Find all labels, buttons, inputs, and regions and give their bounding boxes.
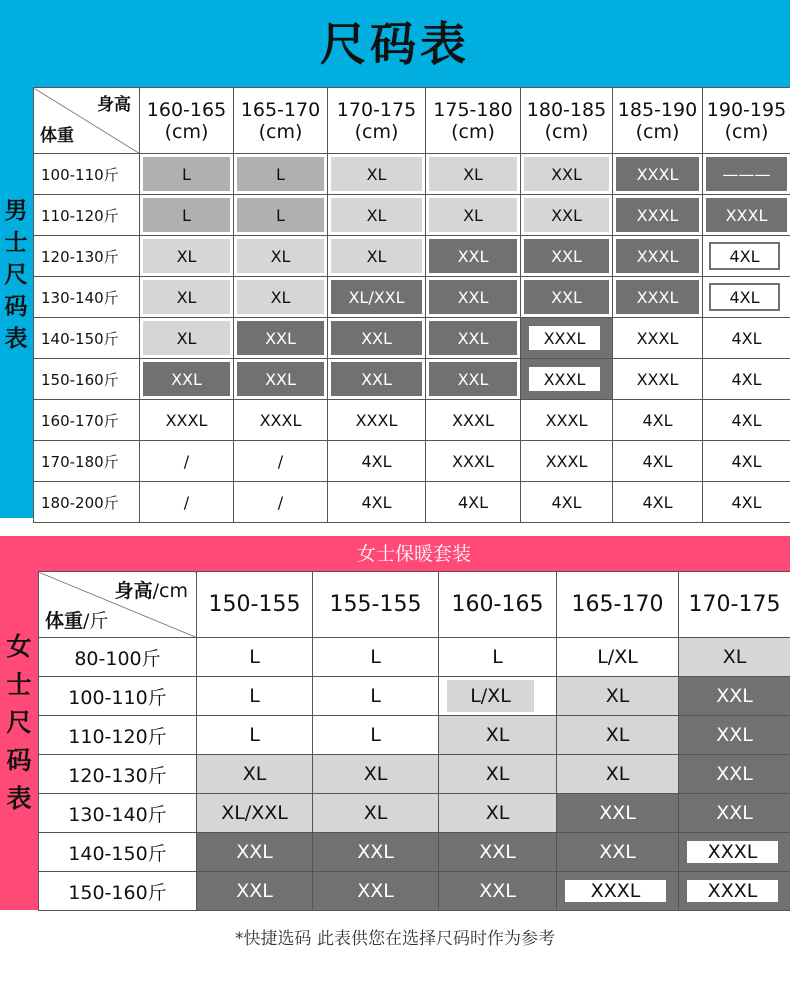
size-value: XXL — [524, 157, 609, 191]
size-value: XXL — [429, 280, 517, 314]
size-cell — [439, 794, 557, 833]
size-value: XXXL — [616, 239, 699, 273]
size-value: XL — [313, 755, 438, 793]
height-header: 165-170 — [557, 572, 679, 638]
size-value: XL — [237, 239, 324, 273]
table-row — [34, 154, 790, 195]
size-value: XL/XXL — [331, 280, 422, 314]
height-range: 165-170 — [240, 98, 321, 121]
size-cell — [613, 482, 703, 523]
size-value: XXL — [143, 362, 230, 396]
size-cell — [557, 638, 679, 677]
height-unit: (cm) — [544, 120, 589, 143]
size-value: XXL — [197, 833, 312, 871]
weight-header: 150-160斤 — [34, 359, 140, 400]
size-cell — [426, 400, 521, 441]
size-cell — [197, 833, 313, 872]
side-label-char: 士 — [4, 230, 28, 256]
size-value: XXL — [313, 872, 438, 910]
size-value: L — [143, 157, 230, 191]
size-cell — [613, 400, 703, 441]
corner-cell — [39, 572, 197, 638]
size-value: XXL — [331, 362, 422, 396]
size-cell — [521, 441, 613, 482]
size-cell — [328, 236, 426, 277]
weight-header: 80-100斤 — [39, 638, 197, 677]
weight-header: 140-150斤 — [34, 318, 140, 359]
size-value: XL — [197, 755, 312, 793]
size-cell — [521, 154, 613, 195]
corner-weight-label — [45, 606, 108, 633]
weight-header: 170-180斤 — [34, 441, 140, 482]
height-header — [703, 88, 790, 154]
side-label-char: 尺 — [4, 262, 28, 288]
size-value: XL — [439, 755, 556, 793]
size-cell — [703, 441, 790, 482]
size-cell — [426, 154, 521, 195]
size-cell — [557, 833, 679, 872]
size-value: XXL — [679, 677, 790, 715]
size-cell — [328, 441, 426, 482]
size-cell — [234, 236, 328, 277]
size-value: 4XL — [709, 283, 780, 311]
size-cell — [439, 677, 557, 716]
size-cell — [679, 833, 790, 872]
corner-cell — [34, 88, 140, 154]
size-cell — [313, 872, 439, 911]
size-cell — [140, 318, 234, 359]
size-value: XXXL — [636, 369, 679, 389]
size-cell — [703, 318, 790, 359]
size-value: / — [277, 492, 284, 512]
size-cell — [426, 277, 521, 318]
table-row — [34, 195, 790, 236]
size-value: XL/XXL — [197, 794, 312, 832]
size-cell — [234, 154, 328, 195]
table-row — [39, 872, 790, 911]
size-value: L — [237, 157, 324, 191]
weight-header: 100-110斤 — [34, 154, 140, 195]
size-value: 4XL — [457, 492, 489, 512]
size-value: L — [143, 198, 230, 232]
table-row — [34, 277, 790, 318]
women-size-table — [38, 571, 790, 911]
size-cell — [613, 441, 703, 482]
size-value: XXXL — [616, 157, 699, 191]
table-row — [34, 318, 790, 359]
size-cell — [613, 277, 703, 318]
size-cell — [679, 872, 790, 911]
size-value: L — [249, 646, 260, 668]
height-header — [521, 88, 613, 154]
height-header — [140, 88, 234, 154]
size-value: XL — [331, 157, 422, 191]
size-cell — [439, 872, 557, 911]
size-cell — [679, 638, 790, 677]
size-cell — [140, 400, 234, 441]
size-cell — [140, 482, 234, 523]
height-range: 160-165 — [146, 98, 227, 121]
table-row — [34, 441, 790, 482]
size-cell — [328, 195, 426, 236]
men-size-table — [33, 87, 790, 523]
size-cell — [140, 359, 234, 400]
size-value: XXXL — [165, 410, 208, 430]
size-value: XL — [331, 239, 422, 273]
size-value: XXXL — [527, 365, 602, 393]
size-cell — [234, 195, 328, 236]
size-value: XXXL — [545, 410, 588, 430]
weight-header: 130-140斤 — [39, 794, 197, 833]
size-value: XXL — [557, 833, 678, 871]
size-value: XL — [439, 794, 556, 832]
size-cell — [140, 236, 234, 277]
side-label-char: 尺 — [6, 708, 32, 737]
table-row — [39, 833, 790, 872]
size-value: L/XL — [447, 680, 534, 712]
size-value: XXXL — [452, 451, 494, 471]
size-cell — [613, 154, 703, 195]
size-value: ——— — [706, 157, 787, 191]
size-cell — [313, 794, 439, 833]
size-value: XL — [237, 280, 324, 314]
women-title: 女士保暖套装 — [356, 543, 471, 565]
size-value: XXXL — [355, 410, 398, 430]
size-value: XL — [143, 239, 230, 273]
height-header: 160-165 — [439, 572, 557, 638]
size-cell — [197, 872, 313, 911]
weight-header: 110-120斤 — [34, 195, 140, 236]
size-cell — [313, 755, 439, 794]
size-value: XXL — [524, 280, 609, 314]
height-header: 155-155 — [313, 572, 439, 638]
size-value: L — [237, 198, 324, 232]
size-value: XXXL — [452, 410, 494, 430]
height-range: 180-185 — [526, 98, 607, 121]
size-cell — [521, 277, 613, 318]
size-value: / — [183, 492, 190, 512]
size-value: XXXL — [636, 328, 679, 348]
size-value: XXL — [429, 321, 517, 355]
size-value: XXL — [197, 872, 312, 910]
size-cell — [426, 318, 521, 359]
height-range: 185-190 — [617, 98, 698, 121]
size-value: L — [370, 724, 381, 746]
height-header — [328, 88, 426, 154]
size-cell — [613, 359, 703, 400]
size-value: XL — [331, 198, 422, 232]
size-cell — [557, 677, 679, 716]
height-unit: (cm) — [724, 120, 769, 143]
size-cell — [613, 236, 703, 277]
size-value: XXXL — [685, 878, 780, 904]
weight-header: 100-110斤 — [39, 677, 197, 716]
size-value: L — [249, 685, 260, 707]
header-row — [34, 88, 790, 154]
size-value: XXXL — [527, 324, 602, 352]
size-value: 4XL — [731, 492, 762, 512]
size-cell — [703, 482, 790, 523]
size-value: L — [370, 646, 381, 668]
height-header — [426, 88, 521, 154]
table-row — [34, 482, 790, 523]
header-row — [39, 572, 790, 638]
size-cell — [140, 195, 234, 236]
size-value: XL — [143, 321, 230, 355]
size-cell — [140, 277, 234, 318]
size-value: / — [277, 451, 284, 471]
size-cell — [703, 236, 790, 277]
size-value: XXL — [524, 239, 609, 273]
weight-header: 180-200斤 — [34, 482, 140, 523]
women-side-label — [0, 628, 38, 818]
size-cell — [197, 755, 313, 794]
side-label-char: 表 — [6, 784, 32, 813]
size-cell — [328, 359, 426, 400]
height-range: 170-175 — [336, 98, 417, 121]
corner-weight-label: 体重 — [40, 126, 74, 146]
size-cell — [703, 195, 790, 236]
size-value: XXL — [679, 755, 790, 793]
corner-height-label: 身高 — [97, 95, 131, 115]
size-cell — [613, 195, 703, 236]
size-value: XXL — [237, 362, 324, 396]
corner-height-text: 身高 — [114, 580, 153, 602]
size-value: 4XL — [361, 492, 392, 512]
table-row — [34, 236, 790, 277]
size-value: XXXL — [259, 410, 302, 430]
height-unit: (cm) — [258, 120, 303, 143]
size-cell — [234, 318, 328, 359]
size-cell — [521, 400, 613, 441]
size-value: 4XL — [731, 410, 762, 430]
size-value: 4XL — [642, 492, 673, 512]
size-value: 4XL — [642, 451, 673, 471]
size-cell — [313, 638, 439, 677]
size-cell — [328, 277, 426, 318]
size-value: XL — [439, 716, 556, 754]
weight-header: 120-130斤 — [34, 236, 140, 277]
table-row — [39, 755, 790, 794]
height-header — [613, 88, 703, 154]
size-value: XL — [557, 716, 678, 754]
weight-header: 110-120斤 — [39, 716, 197, 755]
size-cell — [703, 400, 790, 441]
size-cell — [426, 482, 521, 523]
size-value: XXL — [439, 833, 556, 871]
size-cell — [703, 359, 790, 400]
table-row — [39, 677, 790, 716]
size-value: 4XL — [731, 451, 762, 471]
corner-weight-unit: /斤 — [83, 610, 109, 632]
table-row — [39, 716, 790, 755]
size-cell — [679, 716, 790, 755]
size-cell — [426, 441, 521, 482]
size-cell — [439, 755, 557, 794]
side-label-char: 表 — [4, 326, 28, 352]
size-cell — [328, 400, 426, 441]
size-value: L — [370, 685, 381, 707]
size-cell — [679, 794, 790, 833]
size-value: 4XL — [642, 410, 673, 430]
height-unit: (cm) — [635, 120, 680, 143]
size-value: 4XL — [731, 328, 762, 348]
size-value: XXXL — [706, 198, 787, 232]
size-cell — [234, 400, 328, 441]
size-value: XL — [429, 157, 517, 191]
size-value: XXL — [313, 833, 438, 871]
size-value: XXL — [524, 198, 609, 232]
size-value: XXL — [429, 362, 517, 396]
height-range: 175-180 — [433, 98, 513, 121]
weight-header: 120-130斤 — [39, 755, 197, 794]
size-cell — [234, 441, 328, 482]
size-cell — [521, 359, 613, 400]
size-value: XXL — [679, 716, 790, 754]
size-cell — [328, 318, 426, 359]
size-cell — [557, 794, 679, 833]
size-cell — [313, 833, 439, 872]
size-value: XXXL — [616, 198, 699, 232]
size-cell — [557, 872, 679, 911]
size-cell — [521, 195, 613, 236]
size-value: XXL — [679, 794, 790, 832]
size-value: XXL — [331, 321, 422, 355]
corner-weight-text: 体重 — [45, 610, 84, 632]
size-cell — [197, 716, 313, 755]
size-value: XL — [679, 638, 790, 676]
size-cell — [197, 638, 313, 677]
table-row — [34, 400, 790, 441]
size-cell — [426, 195, 521, 236]
men-side-label — [0, 195, 32, 355]
corner-height-label — [115, 576, 188, 603]
size-value: XL — [143, 280, 230, 314]
table-row — [39, 794, 790, 833]
size-value: XXL — [557, 794, 678, 832]
size-cell — [439, 716, 557, 755]
side-label-char: 女 — [6, 632, 32, 661]
height-header: 170-175 — [679, 572, 790, 638]
size-cell — [234, 277, 328, 318]
side-label-char: 码 — [4, 294, 28, 320]
size-value: XXXL — [563, 878, 668, 904]
size-value: XXXL — [685, 839, 780, 865]
size-cell — [521, 482, 613, 523]
table-row — [34, 359, 790, 400]
size-value: 4XL — [361, 451, 392, 471]
height-unit: (cm) — [451, 120, 495, 143]
size-value: XL — [429, 198, 517, 232]
size-cell — [313, 677, 439, 716]
size-cell — [521, 318, 613, 359]
size-value: L — [492, 646, 503, 668]
height-range: 190-195 — [706, 98, 787, 121]
size-value: XL — [557, 755, 678, 793]
size-value: XXL — [237, 321, 324, 355]
size-cell — [426, 236, 521, 277]
size-cell — [197, 677, 313, 716]
table-row — [39, 638, 790, 677]
size-cell — [557, 716, 679, 755]
size-value: L — [249, 724, 260, 746]
size-value: XXL — [429, 239, 517, 273]
weight-header: 160-170斤 — [34, 400, 140, 441]
size-cell — [703, 154, 790, 195]
size-cell — [234, 359, 328, 400]
size-cell — [439, 638, 557, 677]
size-cell — [197, 794, 313, 833]
side-label-char: 士 — [6, 670, 32, 699]
size-cell — [703, 277, 790, 318]
size-cell — [557, 755, 679, 794]
corner-height-unit: /cm — [152, 580, 188, 602]
weight-header: 130-140斤 — [34, 277, 140, 318]
size-cell — [234, 482, 328, 523]
size-cell — [328, 482, 426, 523]
size-value: XXXL — [545, 451, 588, 471]
size-cell — [328, 154, 426, 195]
size-cell — [613, 318, 703, 359]
size-value: XL — [313, 794, 438, 832]
size-value: 4XL — [551, 492, 582, 512]
height-unit: (cm) — [164, 120, 209, 143]
size-cell — [521, 236, 613, 277]
height-header: 150-155 — [197, 572, 313, 638]
size-value: L/XL — [597, 646, 638, 668]
size-cell — [313, 716, 439, 755]
size-cell — [140, 154, 234, 195]
size-cell — [426, 359, 521, 400]
size-value: XXL — [439, 872, 556, 910]
weight-header: 140-150斤 — [39, 833, 197, 872]
size-value: XXXL — [616, 280, 699, 314]
height-unit: (cm) — [354, 120, 399, 143]
size-cell — [439, 833, 557, 872]
size-cell — [679, 755, 790, 794]
size-value: / — [183, 451, 190, 471]
height-header — [234, 88, 328, 154]
page-title: 尺码表 — [320, 17, 470, 71]
size-cell — [679, 677, 790, 716]
size-value: XL — [557, 677, 678, 715]
side-label-char: 男 — [4, 198, 28, 224]
size-value: 4XL — [709, 242, 780, 270]
side-label-char: 码 — [6, 746, 32, 775]
weight-header: 150-160斤 — [39, 872, 197, 911]
size-cell — [140, 441, 234, 482]
size-value: 4XL — [731, 369, 762, 389]
footnote: *快捷选码 此表供您在选择尺码时作为参考 — [235, 929, 555, 949]
